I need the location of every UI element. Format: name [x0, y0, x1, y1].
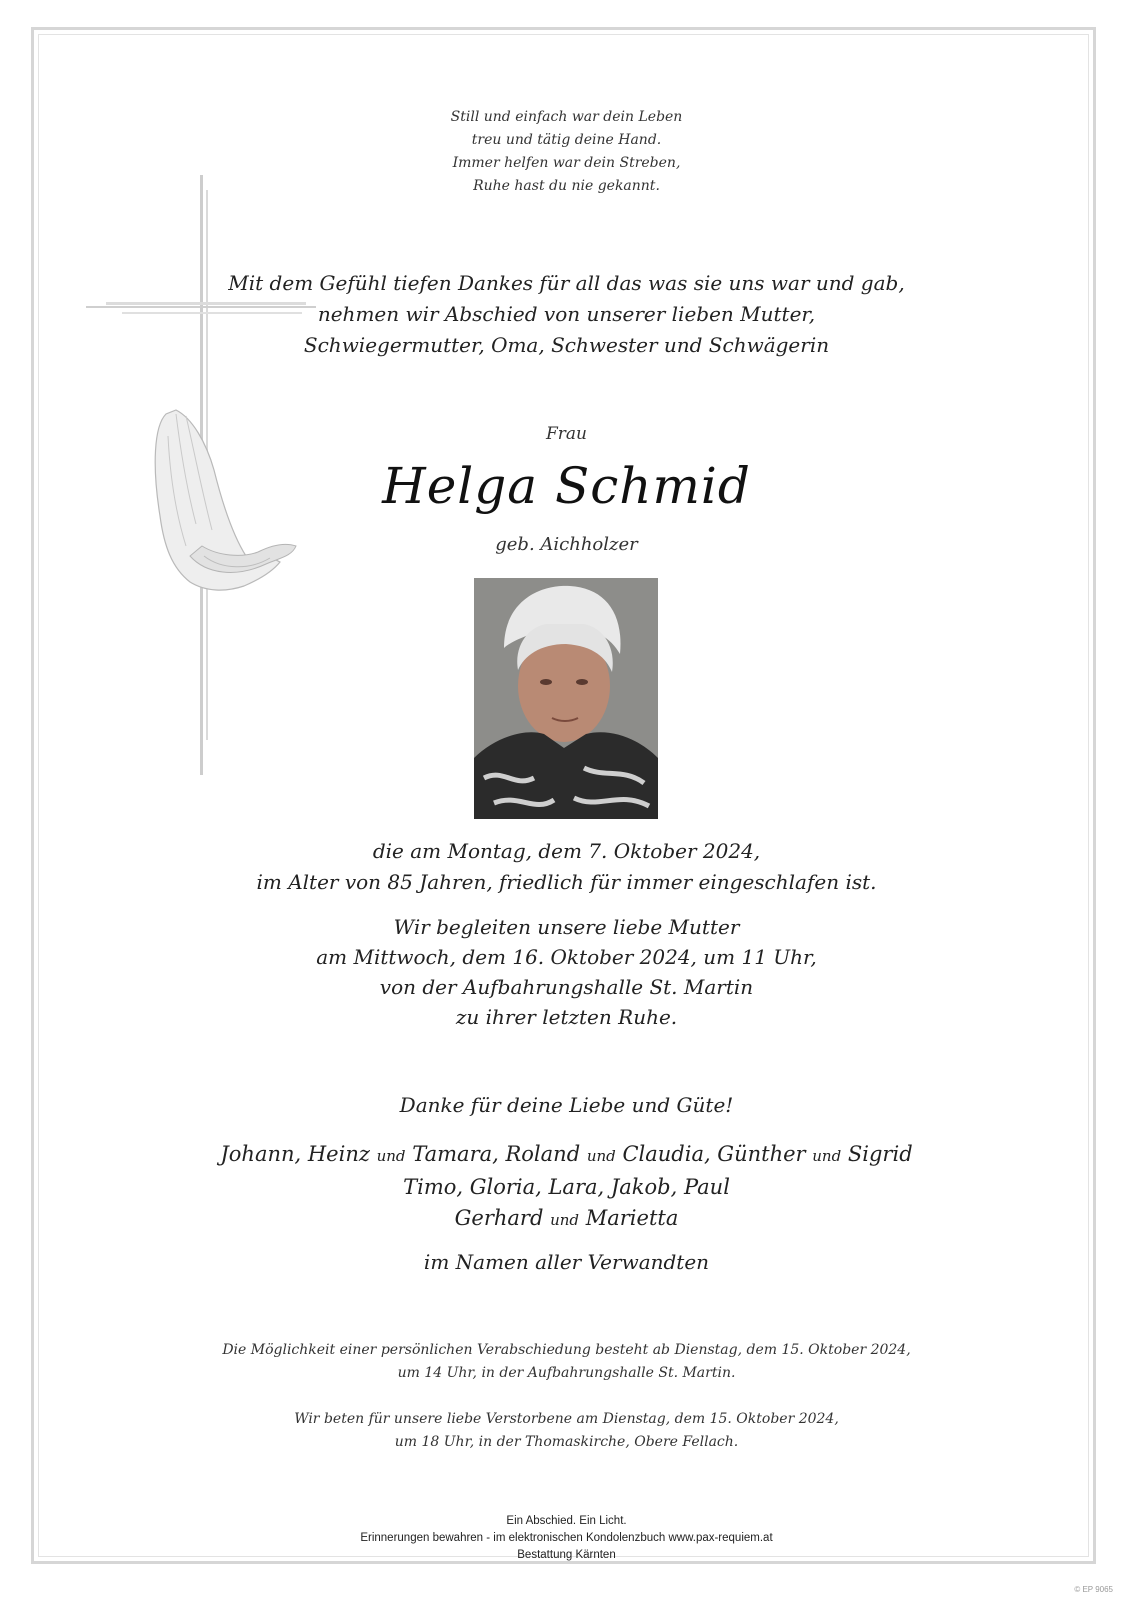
prayer-line: um 18 Uhr, in der Thomaskirche, Obere Fellach.: [394, 1434, 739, 1450]
prayer-notice: [0, 1408, 1133, 1454]
family-line: [0, 1203, 1133, 1236]
family-names-part: Gerhard: [454, 1206, 544, 1230]
footer-line: Ein Abschied. Ein Licht.: [506, 1515, 627, 1527]
funeral-line: zu ihrer letzten Ruhe.: [455, 1005, 678, 1029]
conjunction: und: [586, 1147, 616, 1165]
family-names-part: Claudia, Günther: [622, 1142, 806, 1166]
viewing-line: um 14 Uhr, in der Aufbahrungshalle St. Martin.: [397, 1365, 736, 1381]
footer: [0, 1513, 1133, 1564]
honorific: Frau: [545, 424, 587, 444]
family-names: [0, 1139, 1133, 1236]
poem-line: treu und tätig deine Hand.: [471, 132, 662, 148]
funeral-line: von der Aufbahrungshalle St. Martin: [379, 975, 754, 999]
relatives-line: im Namen aller Verwandten: [423, 1250, 710, 1274]
conjunction: und: [376, 1147, 406, 1165]
family-names-part: Marietta: [585, 1206, 679, 1230]
death-notice: [0, 836, 1133, 898]
funeral-line: am Mittwoch, dem 16. Oktober 2024, um 11 Uhr,: [316, 945, 817, 969]
family-names-part: Tamara, Roland: [412, 1142, 581, 1166]
viewing-notice: [0, 1339, 1133, 1385]
intro-line: Mit dem Gefühl tiefen Dankes für all das was sie uns war und gab,: [228, 271, 905, 295]
reference-code: © EP 9065: [1074, 1585, 1113, 1594]
family-line: [0, 1139, 1133, 1172]
poem: [0, 106, 1133, 198]
funeral-notice: [0, 912, 1133, 1032]
funeral-line: Wir begleiten unsere liebe Mutter: [393, 915, 740, 939]
death-line: im Alter von 85 Jahren, friedlich für immer eingeschlafen ist.: [256, 870, 877, 894]
family-line: Timo, Gloria, Lara, Jakob, Paul: [403, 1175, 730, 1199]
poem-line: Ruhe hast du nie gekannt.: [473, 178, 660, 194]
deceased-name: Helga Schmid: [382, 457, 751, 515]
conjunction: und: [812, 1147, 842, 1165]
intro-line: Schwiegermutter, Oma, Schwester und Schwägerin: [303, 333, 830, 357]
portrait-photo: [474, 578, 658, 819]
viewing-line: Die Möglichkeit einer persönlichen Verabschiedung besteht ab Dienstag, dem 15. Oktober 2024,: [222, 1342, 911, 1358]
prayer-line: Wir beten für unsere liebe Verstorbene am Dienstag, dem 15. Oktober 2024,: [294, 1411, 839, 1427]
footer-line: Erinnerungen bewahren - im elektronischen Kondolenzbuch www.pax-requiem.at: [360, 1532, 773, 1544]
footer-line: Bestattung Kärnten: [517, 1549, 616, 1561]
death-line: die am Montag, dem 7. Oktober 2024,: [372, 839, 761, 863]
family-names-part: Sigrid: [847, 1142, 913, 1166]
conjunction: und: [550, 1211, 580, 1229]
birth-name: geb. Aichholzer: [495, 534, 638, 555]
thanks-line: Danke für deine Liebe und Güte!: [399, 1093, 734, 1117]
intro-line: nehmen wir Abschied von unserer lieben Mutter,: [317, 302, 816, 326]
family-names-part: Johann, Heinz: [220, 1142, 370, 1166]
poem-line: Still und einfach war dein Leben: [450, 109, 683, 125]
intro-text: [0, 268, 1133, 361]
poem-line: Immer helfen war dein Streben,: [452, 155, 681, 171]
